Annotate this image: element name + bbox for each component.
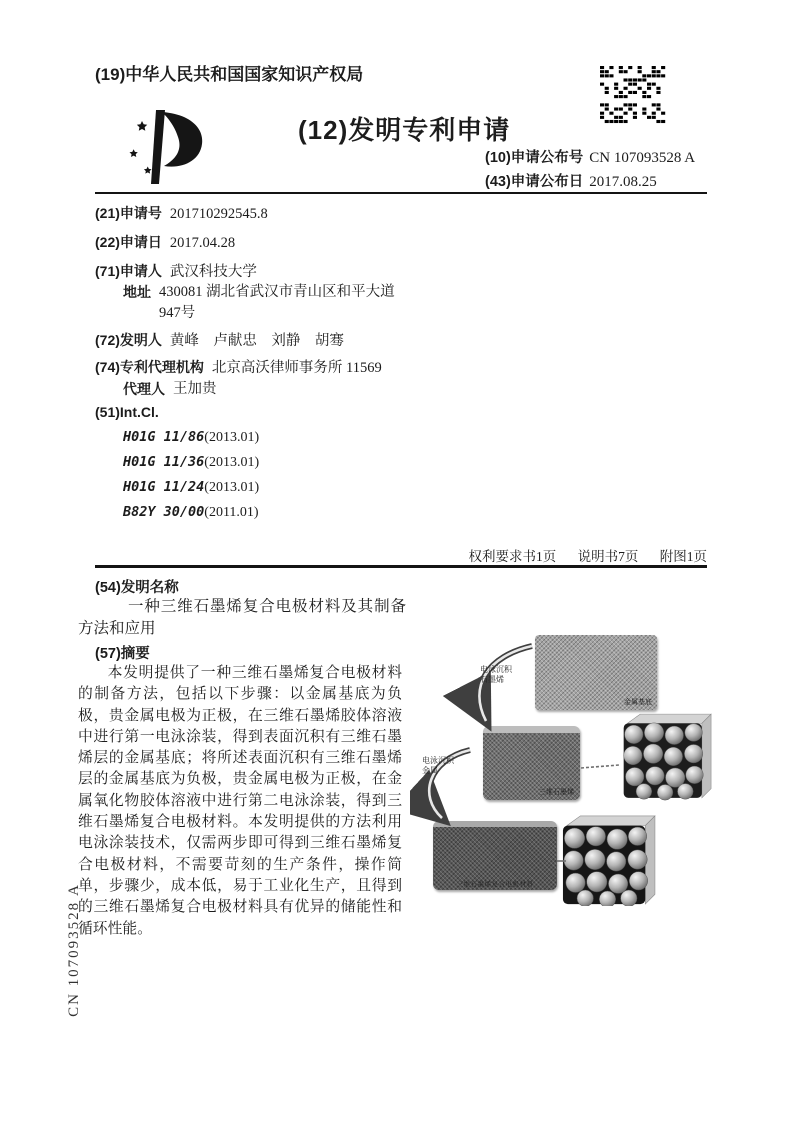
- header-divider: [95, 192, 707, 194]
- publication-block: [485, 146, 695, 194]
- ipc-item: [123, 429, 259, 446]
- composite-foam-micrograph: [558, 814, 657, 906]
- barcode-2d-icon: [600, 66, 666, 124]
- ipc-year: (2013.01): [204, 455, 260, 470]
- pub-number-value: CN 107093528 A: [589, 150, 696, 166]
- ipc-section-row: [95, 404, 159, 422]
- applicant-value: 武汉科技大学: [169, 264, 257, 280]
- epd-graphene-arrow-label: 电泳沉积 石墨烯: [480, 665, 512, 684]
- ipc-year: (2011.01): [204, 505, 259, 520]
- ipc-code: H01G 11/36: [123, 454, 205, 470]
- composite-electrode-slab: [433, 821, 557, 890]
- application-number-value: 201710292545.8: [169, 206, 268, 222]
- cnipa-logo-icon: [118, 106, 218, 188]
- patent-office-title: (19)中华人民共和国国家知识产权局: [95, 65, 364, 84]
- applicant-label: (71)申请人: [95, 263, 162, 279]
- ipc-item: [123, 454, 259, 471]
- ipc-year: (2013.01): [204, 430, 260, 445]
- graphene-slab-label: 三维石墨烯: [539, 789, 574, 796]
- pub-date-value: 2017.08.25: [589, 174, 657, 190]
- claims-pages: 权利要求书1页: [468, 549, 557, 564]
- address-label: 地址: [123, 284, 151, 300]
- figures-pages: 附图1页: [659, 549, 707, 564]
- ipc-code: H01G 11/24: [123, 479, 205, 495]
- pub-number-label: (10)申请公布号: [485, 150, 584, 166]
- abstract-label: (57)摘要: [95, 646, 150, 662]
- pub-date-row: [485, 170, 695, 194]
- ipc-item: [123, 479, 259, 496]
- agent-label: 代理人: [123, 381, 165, 397]
- address-row: [123, 282, 411, 324]
- composite-slab-label: 三维石墨烯复合电极材料: [456, 881, 534, 888]
- application-number-row: [95, 203, 268, 223]
- ipc-item: [123, 504, 259, 521]
- application-date-row: [95, 232, 235, 252]
- applicant-row: [95, 260, 257, 281]
- epd-metal-arrow-label: 电泳沉积 金属: [422, 756, 454, 775]
- application-date-label: (22)申请日: [95, 234, 162, 250]
- inventors-value: 黄峰 卢献忠 刘静 胡骞: [169, 333, 344, 349]
- abstract-text: 本发明提供了一种三维石墨烯复合电极材料的制备方法，包括以下步骤：以金属基底为负极，贵金属电极为正极，在三维石墨烯胶体溶液中进行第一电泳涂装，得到表面沉积有三维石墨烯层的金属基底；将所述表面沉积有三维石墨烯层的金属基底为负极，贵金属电极为正极，在金属氧化物胶体溶液中进行第二电泳涂装，得到三维石墨烯复合电极材料。本发明提供的方法利用电泳涂装技术，仅需两步即可得到三维石墨烯复合电极材料，不需要苛刻的生产条件，操作简单，步骤少，成本低，易于工业化生产，且得到的三维石墨烯复合电极材料具有优异的储能性和循环性能。: [78, 665, 402, 937]
- invention-title-label: (54)发明名称: [95, 580, 179, 596]
- metal-substrate-label: 金属基底: [624, 699, 652, 706]
- inventors-row: [95, 329, 344, 350]
- inventors-label: (72)发明人: [95, 332, 162, 348]
- agency-row: [95, 356, 382, 377]
- section-divider: [95, 565, 707, 568]
- description-pages: 说明书7页: [577, 549, 639, 564]
- ipc-label: (51)Int.Cl.: [95, 404, 159, 420]
- application-date-value: 2017.04.28: [169, 235, 236, 251]
- metal-substrate-slab: [535, 635, 657, 710]
- agent-value: 王加贵: [173, 381, 217, 397]
- abstract-figure: [410, 618, 722, 910]
- ipc-year: (2013.01): [204, 480, 260, 495]
- application-number-label: (21)申请号: [95, 205, 162, 221]
- ipc-code: H01G 11/86: [123, 429, 205, 445]
- graphene-foam-micrograph: [620, 711, 712, 801]
- page-counts: [451, 545, 708, 565]
- pub-date-label: (43)申请公布日: [485, 174, 584, 190]
- agency-value: 北京高沃律师事务所 11569: [211, 360, 382, 376]
- pub-number-row: [485, 146, 695, 170]
- doc-type-title: (12)发明专利申请: [298, 115, 511, 145]
- agency-label: (74)专利代理机构: [95, 359, 204, 375]
- invention-title: 一种三维石墨烯复合电极材料及其制备方法和应用: [78, 598, 406, 637]
- ipc-code: B82Y 30/00: [123, 504, 205, 520]
- agent-row: [123, 379, 425, 400]
- address-value: 430081 湖北省武汉市青山区和平大道947号: [159, 284, 395, 321]
- sidebar-publication-number: CN 107093528 A: [66, 883, 82, 1017]
- graphene-coated-slab: [483, 726, 580, 800]
